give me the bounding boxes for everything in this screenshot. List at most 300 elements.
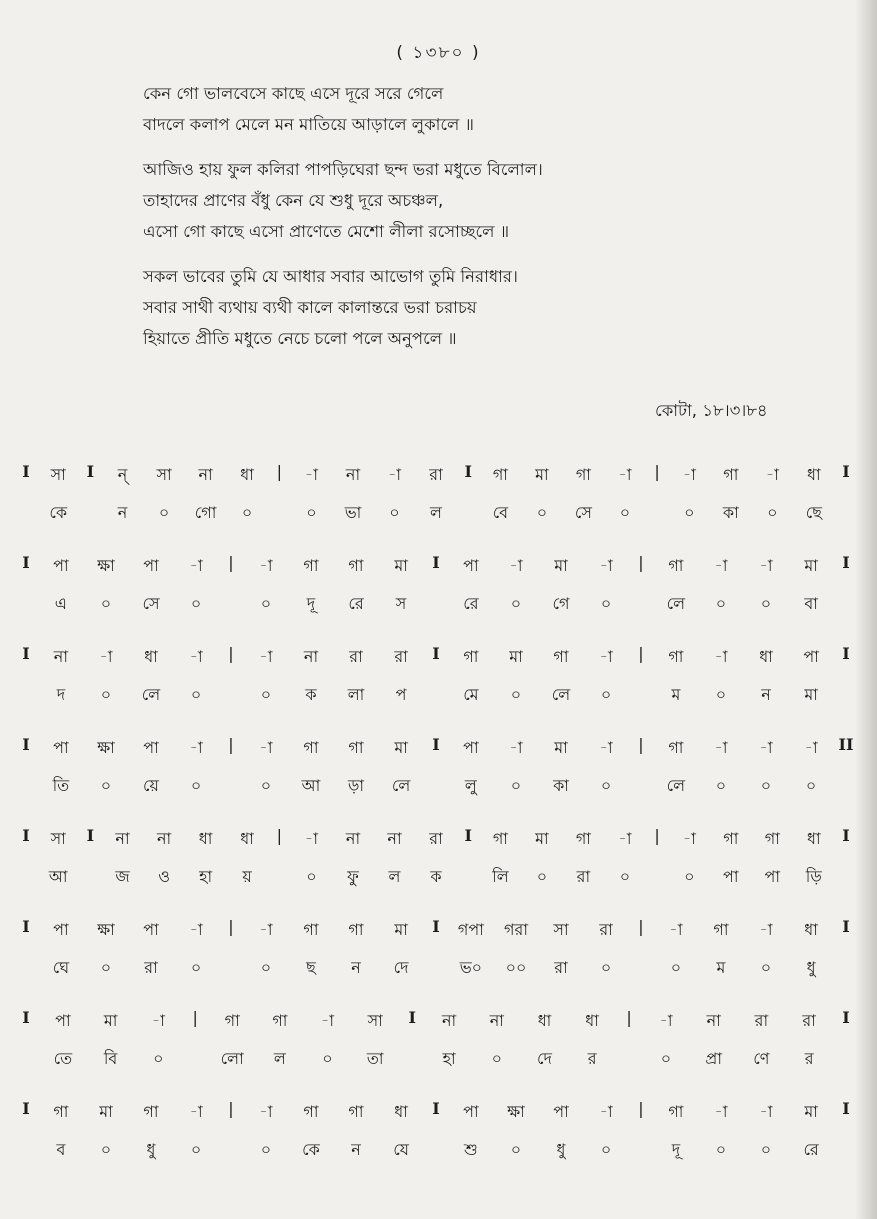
lyric-syllable: য়ে (143, 776, 159, 795)
swara-row (0, 553, 877, 583)
lyric-syllable: ন (351, 1140, 361, 1159)
notation-system (0, 826, 877, 917)
swara-note: ধা (198, 829, 213, 848)
lyric-syllable: ০ (600, 958, 612, 977)
beat-divider: | (228, 917, 234, 936)
notation-system (0, 553, 877, 644)
swara-note: ধা (537, 1011, 552, 1030)
lyric-syllable: ০ (767, 503, 778, 522)
swara-note: -া (714, 556, 728, 575)
lyric-syllable: ড়ি (805, 867, 822, 886)
beat-divider: | (276, 462, 282, 481)
lyric-syllable: ০ (619, 503, 631, 522)
bar-line: II (838, 735, 854, 754)
swara-note: -া (804, 738, 818, 757)
lyric-syllable: দে (393, 958, 409, 977)
beat-divider: | (228, 735, 234, 754)
swara-note: ক্ষা (507, 1102, 525, 1121)
beat-divider: | (638, 917, 644, 936)
bar-line: I (842, 553, 850, 572)
lyric-syllable: মা (804, 685, 818, 704)
lyric-syllable: পা (764, 867, 781, 886)
swara-row (0, 462, 877, 492)
swara-note: গপা (457, 920, 484, 939)
swara-note: গা (348, 920, 364, 939)
lyric-syllable: লো (220, 1049, 244, 1068)
lyric-syllable: ০ (600, 594, 612, 613)
beat-divider: | (228, 1099, 234, 1118)
swara-note: মা (804, 556, 818, 575)
bar-line: I (22, 917, 30, 936)
swara-note: না (303, 647, 319, 666)
lyric-syllable: ০ (715, 594, 727, 613)
lyric-syllable: লু (464, 776, 477, 795)
lyric-syllable: ০ (536, 867, 548, 886)
swara-note: গা (348, 556, 364, 575)
lyric-syllable: বে (492, 503, 509, 522)
swara-note: গা (668, 738, 684, 757)
swara-note: পা (553, 1102, 569, 1121)
swara-note: -া (304, 465, 318, 484)
swara-note: না (706, 1011, 721, 1030)
swara-note: -া (151, 1011, 165, 1030)
swara-note: -া (189, 1102, 203, 1121)
swara-note: -া (259, 556, 273, 575)
swara-note: মা (394, 556, 408, 575)
lyric-syllable: ছে (805, 503, 822, 522)
swara-note: পা (143, 920, 159, 939)
swara-note: গা (668, 1102, 684, 1121)
swara-note: -া (259, 1102, 273, 1121)
swara-note: গা (668, 556, 684, 575)
swara-note: গা (723, 829, 739, 848)
lyric-syllable: ০ (100, 1140, 112, 1159)
swara-note: রা (429, 465, 443, 484)
lyric-syllable: ০ (260, 1140, 272, 1159)
lyric-syllable: ০ (536, 503, 548, 522)
bar-line: I (86, 826, 95, 845)
bar-line: I (22, 735, 30, 754)
lyric-syllable: ০ (600, 776, 612, 795)
swara-note: -া (509, 556, 523, 575)
swara-row (0, 917, 877, 947)
lyric-syllable: দে (537, 1049, 552, 1068)
lyric-syllable: হা (442, 1049, 456, 1068)
swara-note: ধা (394, 1102, 408, 1121)
lyric-syllable: লে (141, 685, 161, 704)
lyric-row (0, 591, 877, 621)
swara-note: ধা (804, 920, 818, 939)
bar-line: I (22, 553, 30, 572)
bar-line: I (432, 917, 440, 936)
lyric-syllable: লে (666, 594, 686, 613)
beat-divider: | (638, 644, 644, 663)
swara-note: -া (618, 829, 632, 848)
swara-note: না (345, 829, 361, 848)
bar-line: I (842, 462, 850, 481)
lyric-syllable: ০ (158, 503, 170, 522)
swara-note: রা (429, 829, 443, 848)
poem-line: হিয়াতে প্রীতি মধুতে নেচে চলো পলে অনুপলে ॥ (143, 329, 457, 348)
bar-line: I (22, 1099, 30, 1118)
lyric-syllable: ০ (190, 594, 202, 613)
lyric-syllable: ০ (260, 958, 272, 977)
bar-line: I (432, 644, 440, 663)
swara-note: না (489, 1011, 504, 1030)
lyric-row (0, 682, 877, 712)
swara-note: ধা (759, 647, 773, 666)
lyric-syllable: ০ (600, 685, 612, 704)
swara-note: না (441, 1011, 457, 1030)
swara-note: মা (394, 920, 408, 939)
lyric-syllable: ০ (389, 503, 400, 522)
swara-note: ধা (806, 829, 821, 848)
swara-note: গা (303, 1102, 319, 1121)
lyric-syllable: ০ (491, 1049, 502, 1068)
swara-note: -া (765, 465, 779, 484)
bar-line: I (22, 644, 30, 663)
swara-note: ক্ষা (97, 738, 115, 757)
beat-divider: | (228, 644, 234, 663)
signature-place-date: কোটা, ১৮।৩।৮৪ (655, 401, 768, 420)
swara-note: -া (320, 1011, 335, 1030)
swara-row (0, 735, 877, 765)
swara-note: -া (189, 647, 203, 666)
lyric-syllable: রা (554, 958, 568, 977)
beat-divider: | (654, 462, 660, 481)
beat-divider: | (654, 826, 660, 845)
swara-note: -া (259, 738, 273, 757)
swara-note: গা (303, 738, 319, 757)
lyric-syllable: ল (273, 1049, 286, 1068)
lyric-syllable: আ (301, 776, 321, 795)
bar-line: I (842, 1099, 850, 1118)
lyric-syllable: ক (430, 867, 442, 886)
lyric-syllable: কে (302, 1140, 320, 1159)
swara-note: সা (367, 1011, 383, 1030)
poem-text (143, 78, 763, 368)
lyric-syllable: স (395, 594, 407, 613)
poem-line: কেন গো ভালবেসে কাছে এসে দূরে সরে গেলে (143, 84, 444, 103)
swara-note: -া (759, 738, 773, 757)
lyric-syllable: লে (551, 685, 571, 704)
swara-note: পা (55, 1011, 71, 1030)
bar-line: I (86, 462, 95, 481)
lyric-syllable: ফু (347, 867, 359, 886)
swara-note: গা (348, 738, 364, 757)
swara-note: -া (189, 738, 203, 757)
lyric-syllable: ০ (684, 503, 695, 522)
lyric-syllable: ন (117, 503, 128, 522)
swara-note: ধা (240, 465, 254, 484)
swara-note: সা (156, 465, 172, 484)
swara-note: পা (53, 556, 69, 575)
swara-note: রা (754, 1011, 769, 1030)
lyric-syllable: মে (463, 685, 479, 704)
swara-note: মা (394, 738, 408, 757)
lyric-syllable: দূ (671, 1140, 681, 1159)
poem-line: সবার সাথী ব্যথায় ব্যথী কালে কালান্তরে ভরা চরাচয় (143, 298, 477, 317)
swara-row (0, 1099, 877, 1129)
lyric-row (0, 500, 877, 530)
swara-note: -া (599, 1102, 613, 1121)
swara-note: পা (463, 738, 479, 757)
lyric-syllable: লি (492, 867, 509, 886)
swara-note: -া (669, 920, 683, 939)
swara-note: না (345, 465, 361, 484)
swara-row (0, 1008, 877, 1038)
swara-note: গা (723, 465, 739, 484)
beat-divider: | (228, 553, 234, 572)
lyric-syllable: ০ (100, 776, 112, 795)
swara-note: পা (803, 647, 819, 666)
lyric-syllable: শু (464, 1140, 478, 1159)
lyric-syllable: ০ (715, 776, 727, 795)
swara-note: -া (759, 1102, 773, 1121)
swara-note: -া (659, 1011, 673, 1030)
swara-note: -া (599, 647, 613, 666)
lyric-syllable: দূ (306, 594, 316, 613)
swara-note: -া (387, 465, 402, 484)
swara-note: মা (554, 738, 568, 757)
swara-note: গা (713, 920, 729, 939)
notation-system (0, 644, 877, 735)
swara-note: -া (99, 647, 113, 666)
swara-note: গা (492, 829, 508, 848)
lyric-row (0, 1046, 877, 1076)
lyric-syllable: রে (348, 594, 364, 613)
lyric-syllable: ধু (806, 958, 816, 977)
poem-line: সকল ভাবের তুমি যে আধার সবার আভোগ তুমি নিরাধার। (143, 267, 518, 286)
lyric-syllable: য় (242, 867, 252, 886)
lyric-syllable: লা (347, 685, 365, 704)
poem-line: তাহাদের প্রাণের বঁধু কেন যে শুধু দূরে অচঞ্চল, (143, 191, 444, 210)
lyric-syllable: গে (552, 594, 570, 613)
swara-note: -া (714, 647, 728, 666)
lyric-syllable: হা (199, 867, 213, 886)
lyric-syllable: ০ (260, 776, 272, 795)
lyric-syllable: ০ (510, 685, 522, 704)
lyric-syllable: ০ (190, 776, 202, 795)
poem-stanza-3 (143, 261, 763, 354)
swara-note: মা (103, 1011, 118, 1030)
poem-line: বাদলে কলাপ মেলে মন মাতিয়ে আড়ালে লুকালে ॥ (143, 115, 474, 134)
lyric-syllable: জ (115, 867, 130, 886)
swara-note: রা (349, 647, 363, 666)
lyric-syllable: ধু (556, 1140, 566, 1159)
lyric-syllable: ব (56, 1140, 66, 1159)
lyric-syllable: রে (803, 1140, 819, 1159)
swara-note: না (156, 829, 172, 848)
bar-line: I (842, 826, 850, 845)
lyric-syllable: ০ (100, 594, 112, 613)
lyric-syllable: রা (576, 867, 591, 886)
swara-note: -া (714, 738, 728, 757)
beat-divider: | (192, 1008, 198, 1027)
lyric-syllable: প্রা (705, 1049, 722, 1068)
swara-note: মা (509, 647, 523, 666)
swara-note: সা (50, 829, 66, 848)
lyric-syllable: কা (553, 776, 569, 795)
swara-note: মা (535, 465, 549, 484)
lyric-syllable: বা (804, 594, 818, 613)
lyric-syllable: ভ০ (459, 958, 483, 977)
swara-note: -া (189, 920, 203, 939)
swara-note: গা (553, 647, 569, 666)
swara-note: মা (535, 829, 549, 848)
lyric-syllable: ধু (146, 1140, 156, 1159)
swara-note: ক্ষা (97, 920, 115, 939)
swara-note: পা (463, 556, 479, 575)
swara-note: -া (714, 1102, 728, 1121)
page-number: ( ১৩৮০ ) (396, 43, 481, 63)
lyric-syllable: ন (351, 958, 361, 977)
swara-note: পা (53, 738, 69, 757)
lyric-syllable: ক (305, 685, 317, 704)
lyric-syllable: ০ (190, 958, 202, 977)
poem-line: এসো গো কাছে এসো প্রাণেতে মেশো লীলা রসোচ্ছলে ॥ (143, 222, 510, 241)
lyric-syllable: দ (56, 685, 66, 704)
lyric-syllable: ০ (510, 594, 522, 613)
poem-stanza-1 (143, 78, 763, 140)
bar-line: I (22, 826, 30, 845)
notation-system (0, 735, 877, 826)
notation-system (0, 1099, 877, 1190)
lyric-syllable: রে (463, 594, 479, 613)
swara-note: গা (492, 465, 508, 484)
swara-note: -া (618, 465, 632, 484)
swara-note: মা (99, 1102, 113, 1121)
lyric-syllable: ০ (760, 1140, 772, 1159)
lyric-syllable: কে (49, 503, 68, 522)
lyric-syllable: যে (393, 1140, 409, 1159)
lyric-syllable: ০ (600, 1140, 612, 1159)
swara-note: না (53, 647, 68, 666)
bar-line: I (22, 1008, 30, 1027)
poem-line: আজিও হায় ফুল কলিরা পাপড়িঘেরা ছন্দ ভরা মধুতে বিলোল। (143, 160, 543, 179)
swara-note: -া (259, 920, 273, 939)
swara-row (0, 826, 877, 856)
bar-line: I (464, 826, 472, 845)
lyric-syllable: আ (48, 867, 68, 886)
lyric-syllable: ০ (660, 1049, 672, 1068)
lyric-syllable: গো (194, 503, 217, 522)
bar-line: I (464, 462, 472, 481)
swara-note: না (115, 829, 130, 848)
lyric-syllable: ০ (190, 685, 202, 704)
lyric-syllable: ছ (306, 958, 316, 977)
swara-note: -া (509, 738, 523, 757)
bar-line: I (842, 1008, 850, 1027)
swara-note: -া (759, 920, 773, 939)
beat-divider: | (638, 735, 644, 754)
lyric-syllable: কা (722, 503, 739, 522)
swara-note: ধা (585, 1011, 599, 1030)
swara-note: -া (599, 556, 613, 575)
swara-note: পা (53, 920, 69, 939)
swara-note: না (198, 465, 213, 484)
lyric-syllable: লে (391, 776, 411, 795)
lyric-syllable: ০ (306, 867, 317, 886)
swara-note: গরা (504, 920, 528, 939)
lyric-syllable: সে (142, 594, 160, 613)
beat-divider: | (638, 553, 644, 572)
lyric-syllable: র (804, 1049, 814, 1068)
swara-note: গা (575, 465, 591, 484)
lyric-syllable: ০ (100, 685, 112, 704)
beat-divider: | (626, 1008, 632, 1027)
lyric-syllable: ০ (715, 1140, 727, 1159)
beat-divider: | (276, 826, 282, 845)
swara-row (0, 644, 877, 674)
swara-note: ধা (806, 465, 821, 484)
swara-note: গা (348, 1102, 364, 1121)
swara-note: গা (303, 920, 319, 939)
lyric-syllable: তা (366, 1049, 384, 1068)
lyric-syllable: তে (53, 1049, 73, 1068)
lyric-syllable: ম (716, 958, 726, 977)
swara-note: রা (599, 920, 613, 939)
lyric-syllable: ০ (619, 867, 631, 886)
swara-note: পা (463, 1102, 479, 1121)
swara-note: মা (804, 1102, 818, 1121)
swara-note: পা (143, 556, 159, 575)
lyric-syllable: ল (430, 503, 442, 522)
swara-note: না (387, 829, 402, 848)
swara-note: -া (682, 465, 696, 484)
swara-note: গা (575, 829, 591, 848)
swara-note: ধা (240, 829, 254, 848)
lyric-row (0, 955, 877, 985)
bar-line: I (432, 735, 440, 754)
swara-note: রা (394, 647, 408, 666)
bar-line: I (432, 1099, 440, 1118)
notation-system (0, 1008, 877, 1099)
lyric-syllable: এ (54, 594, 67, 613)
swara-note: গা (224, 1011, 240, 1030)
lyric-syllable: ০ (760, 958, 772, 977)
swara-note: পা (143, 738, 159, 757)
lyric-syllable: ০ (190, 1140, 202, 1159)
swara-note: গা (463, 647, 479, 666)
notation-system (0, 462, 877, 553)
lyric-syllable: পা (723, 867, 739, 886)
lyric-syllable: ০ (241, 503, 253, 522)
swara-note: মা (554, 556, 568, 575)
bar-line: I (842, 917, 850, 936)
lyric-syllable: ল (388, 867, 401, 886)
lyric-syllable: ণে (753, 1049, 770, 1068)
lyric-syllable: প (395, 685, 407, 704)
lyric-syllable: ০ (805, 776, 817, 795)
bar-line: I (22, 462, 30, 481)
lyric-syllable: লে (666, 776, 686, 795)
lyric-row (0, 1137, 877, 1167)
lyric-syllable: ০ (760, 776, 772, 795)
swara-note: গা (764, 829, 780, 848)
lyric-syllable: বি (103, 1049, 118, 1068)
lyric-syllable: ও (158, 867, 170, 886)
swara-note: গা (53, 1102, 69, 1121)
poem-stanza-2 (143, 154, 763, 247)
lyric-syllable: ০ (760, 594, 772, 613)
bar-line: I (432, 553, 440, 572)
swara-note: -া (682, 829, 696, 848)
lyric-syllable: ন (761, 685, 771, 704)
bar-line: I (408, 1008, 416, 1027)
swara-note: -া (304, 829, 318, 848)
swara-note: সা (553, 920, 569, 939)
